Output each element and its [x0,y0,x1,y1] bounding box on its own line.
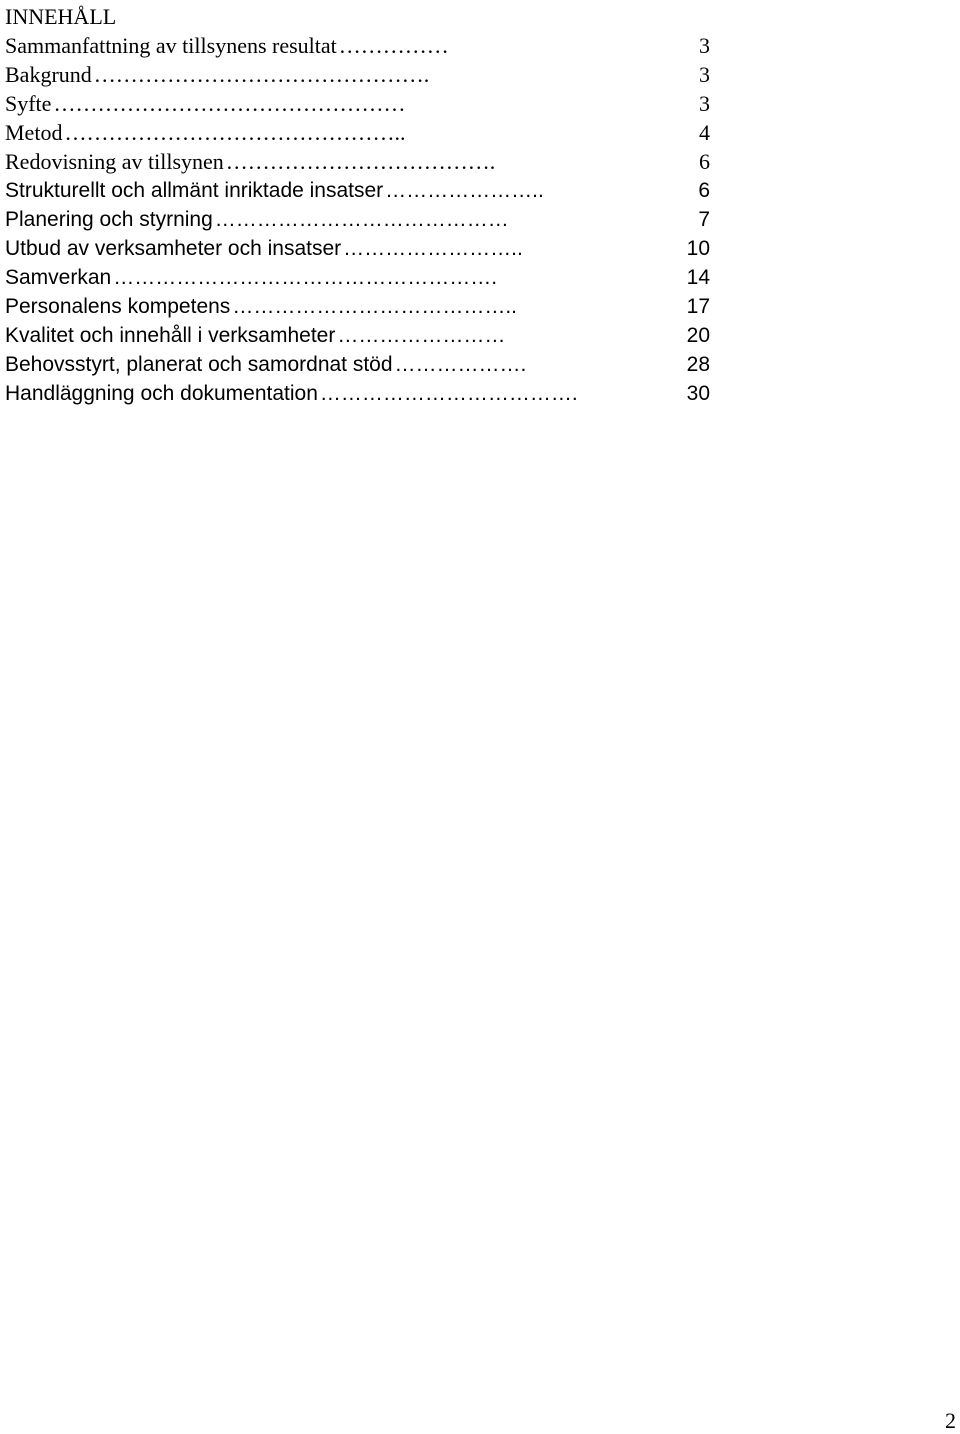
toc-entry[interactable] [5,118,710,147]
toc-entry-leader: …………………………………… [214,208,509,231]
toc-entry-label: Kvalitet och innehåll i verksamheter [5,324,336,347]
toc-entry-label: Strukturellt och allmänt inriktade insatser [5,179,384,202]
toc-entry[interactable] [5,263,710,292]
toc-entry-label: Redovisning av tillsynen [5,149,224,174]
toc-entry-page: 30 [686,382,710,405]
toc-entry-leader: …………… [338,33,449,58]
toc-entry-label: Sammanfattning av tillsynens resultat [5,33,337,58]
toc-entry-page: 7 [698,208,710,231]
toc-entry[interactable] [5,379,710,408]
toc-entry-page: 14 [686,266,710,289]
toc-entry[interactable] [5,321,710,350]
toc-entry-page: 3 [699,33,710,58]
toc-entry-label: Utbud av verksamheter och insatser [5,237,342,260]
toc-entry[interactable] [5,60,710,89]
toc-entry[interactable] [5,176,710,205]
toc-entry[interactable] [5,31,710,60]
toc-entry-page: 20 [686,324,710,347]
toc-entry-leader: …………………….. [343,237,523,260]
toc-entry-label: Behovsstyrt, planerat och samordnat stöd [5,353,393,376]
toc-entry-page: 28 [686,353,710,376]
toc-entry-label: Metod [5,120,63,145]
toc-entry-leader: ………………………………………… [53,91,406,116]
toc-entry-leader: ………………. [394,353,527,376]
toc-entry-page: 17 [686,295,710,318]
toc-list [5,31,710,408]
toc-entry-label: Handläggning och dokumentation [5,382,318,405]
toc-entry-label: Planering och styrning [5,208,213,231]
toc-entry[interactable] [5,147,710,176]
toc-entry[interactable] [5,292,710,321]
toc-entry-page: 6 [698,179,710,202]
toc-entry-page: 10 [686,237,710,260]
toc-entry-leader: ………………………………………. [93,62,430,87]
toc-entry-label: Personalens kompetens [5,295,231,318]
toc-entry[interactable] [5,205,710,234]
toc-entry-page: 3 [699,62,710,87]
toc-entry-label: Bakgrund [5,62,92,87]
toc-entry-leader: ………………….. [385,179,544,202]
toc-entry[interactable] [5,350,710,379]
table-of-contents [5,2,710,408]
toc-heading: INNEHÅLL [5,4,117,29]
toc-entry-leader: ………………………………………………. [113,266,498,289]
toc-entry-page: 4 [699,120,710,145]
page-number: 2 [945,1408,956,1433]
toc-entry-leader: …………………… [337,324,506,347]
toc-entry[interactable] [5,89,710,118]
toc-entry-page: 6 [699,149,710,174]
toc-entry-leader: ………………………………. [225,149,496,174]
toc-entry-label: Samverkan [5,266,112,289]
toc-entry-label: Syfte [5,91,52,116]
toc-entry[interactable] [5,234,710,263]
toc-entry-page: 3 [699,91,710,116]
toc-entry-leader: ………………………………….. [232,295,517,318]
toc-entry-leader: ……………………………………….. [64,120,406,145]
toc-entry-leader: ………………………………. [319,382,578,405]
